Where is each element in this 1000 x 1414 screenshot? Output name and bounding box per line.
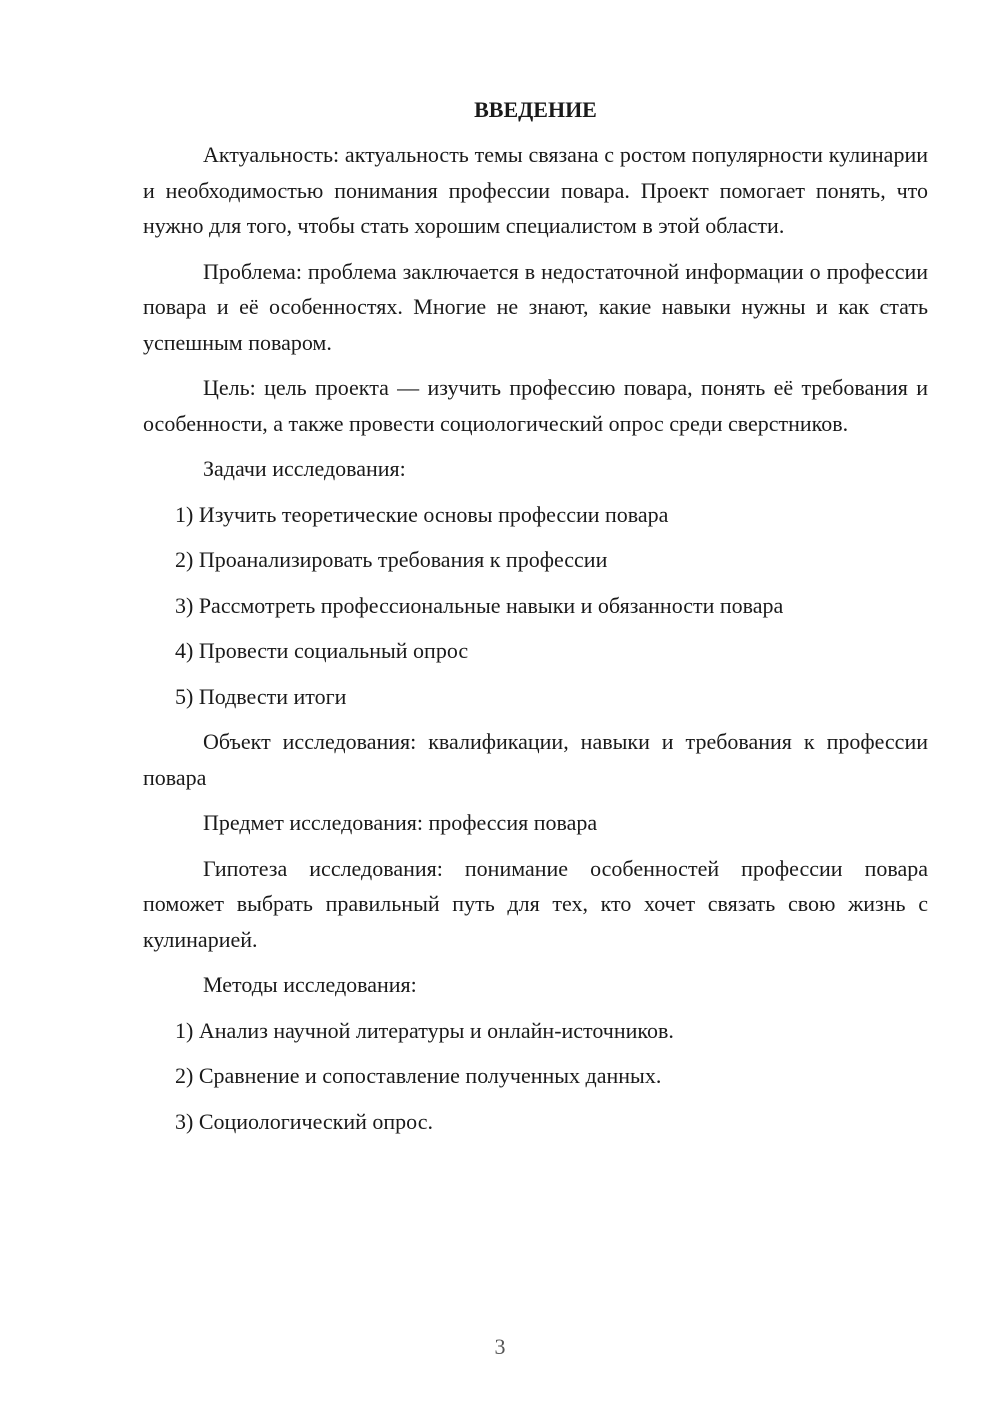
hypothesis-paragraph: Гипотеза исследования: понимание особенностей профессии повара поможет выбрать правильный путь для тех, кто хочет связать свою жизнь с кулинарией. xyxy=(143,855,928,952)
relevance-paragraph: Актуальность: актуальность темы связана с ростом популярности кулинарии и необходимостью понимания профессии повара. Проект помогает понять, что нужно для того, чтобы стать хорошим специалистом в этой области. xyxy=(143,142,928,238)
subject-paragraph: Предмет исследования: профессия повара xyxy=(203,810,598,835)
tasks-label: Задачи исследования: xyxy=(203,456,406,481)
method-item-3: 3) Социологический опрос. xyxy=(175,1108,433,1134)
task-item-3: 3) Рассмотреть профессиональные навыки и обязанности повара xyxy=(175,592,784,618)
page-number: 3 xyxy=(494,1334,506,1359)
object-paragraph: Объект исследования: квалификации, навыки и требования к профессии повара xyxy=(143,729,928,790)
task-item-2: 2) Проанализировать требования к профессии xyxy=(175,547,608,572)
task-item-1: 1) Изучить теоретические основы профессии повара xyxy=(175,501,669,527)
methods-label: Методы исследования: xyxy=(203,972,417,997)
problem-paragraph: Проблема: проблема заключается в недостаточной информации о профессии повара и её особенностях. Многие не знают, какие навыки нужны и как стать успешным поваром. xyxy=(143,258,928,355)
goal-paragraph: Цель: цель проекта — изучить профессию повара, понять её требования и особенности, а также провести социологический опрос среди сверстников. xyxy=(143,375,928,436)
task-item-5: 5) Подвести итоги xyxy=(175,683,347,709)
page-content xyxy=(143,95,928,1149)
method-item-1: 1) Анализ научной литературы и онлайн-источников. xyxy=(175,1017,674,1043)
task-item-4: 4) Провести социальный опрос xyxy=(175,638,469,663)
section-title: ВВЕДЕНИЕ xyxy=(474,97,597,122)
method-item-2: 2) Сравнение и сопоставление полученных данных. xyxy=(175,1063,662,1088)
